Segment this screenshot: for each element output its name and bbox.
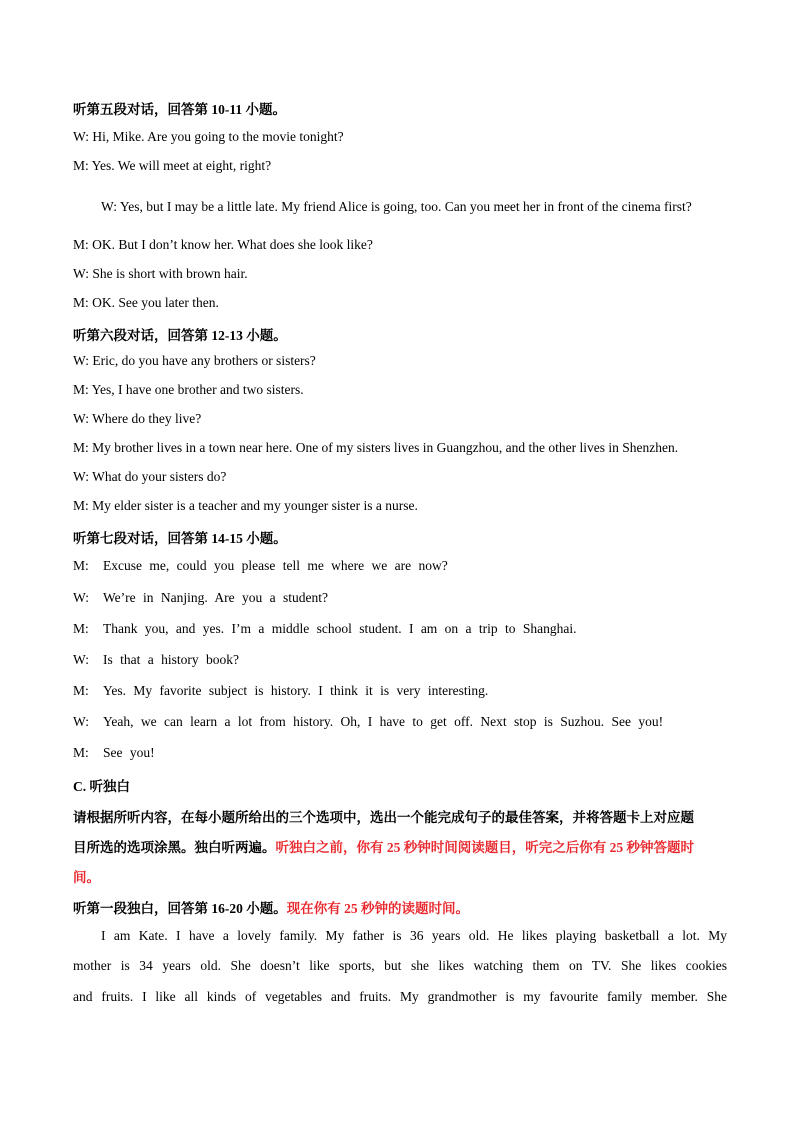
dialogue-line bbox=[73, 683, 488, 699]
dialogue-line bbox=[73, 714, 663, 730]
monologue1-heading bbox=[73, 897, 469, 917]
dialogue-text: Yes. My favorite subject is history. I think it is very interesting. bbox=[103, 683, 489, 698]
part-c-instruction: 请根据所听内容，在每小题所给出的三个选项中，选出一个能完成句子的最佳答案，并将答题卡上对应题 bbox=[73, 810, 694, 825]
heading-highlight: 现在你有 25 秒钟的读题时间。 bbox=[286, 901, 469, 916]
part-c-instruction: 间。 bbox=[73, 870, 100, 885]
paragraph-line: I am Kate. I have a lovely family. My father is 36 years old. He likes playing basketball a lot. My bbox=[101, 928, 727, 943]
speaker-label: M: bbox=[73, 558, 89, 573]
dialogue-line: M: Yes. We will meet at eight, right? bbox=[73, 158, 272, 173]
speaker-label: M: bbox=[73, 683, 89, 698]
dialogue-line bbox=[73, 558, 448, 574]
dialogue-text: Yeah, we can learn a lot from history. Oh, I have to get off. Next stop is Suzhou. See you! bbox=[103, 714, 664, 729]
dialogue-line: W: What do your sisters do? bbox=[73, 469, 227, 484]
speaker-label: M: bbox=[73, 745, 89, 760]
dialogue-line: M: OK. But I don’t know her. What does she look like? bbox=[73, 237, 373, 252]
part-c-title: C. 听独白 bbox=[73, 779, 130, 794]
paragraph-line: mother is 34 years old. She doesn’t like sports, but she likes watching them on TV. She likes cookies bbox=[73, 958, 727, 973]
speaker-label: W: bbox=[73, 652, 89, 667]
heading-text: 听第一段独白，回答第 16-20 小题。 bbox=[73, 901, 287, 916]
section5-heading: 听第五段对话，回答第 10-11 小题。 bbox=[73, 102, 287, 117]
dialogue-text: Is that a history book? bbox=[103, 652, 239, 667]
dialogue-line bbox=[73, 652, 239, 668]
section6-heading: 听第六段对话，回答第 12-13 小题。 bbox=[73, 328, 287, 343]
section7-heading: 听第七段对话，回答第 14-15 小题。 bbox=[73, 531, 287, 546]
speaker-label: M: bbox=[73, 621, 89, 636]
dialogue-line: M: My brother lives in a town near here. One of my sisters lives in Guangzhou, and the other lives in Shenzhen. bbox=[73, 440, 679, 455]
dialogue-line: W: Hi, Mike. Are you going to the movie tonight? bbox=[73, 129, 344, 144]
dialogue-line: W: Where do they live? bbox=[73, 411, 202, 426]
dialogue-line: W: She is short with brown hair. bbox=[73, 266, 248, 281]
paragraph-line: and fruits. I like all kinds of vegetables and fruits. My grandmother is my favourite family member. She bbox=[73, 989, 727, 1004]
instruction-highlight: 听独白之前，你有 25 秒钟时间阅读题目，听完之后你有 25 秒钟答题时 bbox=[275, 840, 694, 855]
dialogue-text: Excuse me, could you please tell me where we are now? bbox=[103, 558, 448, 573]
part-c-instruction bbox=[73, 836, 694, 856]
dialogue-text: Thank you, and yes. I’m a middle school student. I am on a trip to Shanghai. bbox=[103, 621, 577, 636]
dialogue-text: See you! bbox=[103, 745, 155, 760]
speaker-label: W: bbox=[73, 590, 89, 605]
dialogue-line bbox=[73, 590, 328, 606]
dialogue-line bbox=[73, 621, 577, 637]
dialogue-text: We’re in Nanjing. Are you a student? bbox=[103, 590, 328, 605]
dialogue-line: M: My elder sister is a teacher and my younger sister is a nurse. bbox=[73, 498, 418, 513]
dialogue-line: M: OK. See you later then. bbox=[73, 295, 219, 310]
instruction-text: 目所选的选项涂黑。独白听两遍。 bbox=[73, 840, 276, 855]
speaker-label: W: bbox=[73, 714, 89, 729]
dialogue-line: W: Yes, but I may be a little late. My friend Alice is going, too. Can you meet her in front of the cinema first? bbox=[101, 199, 692, 214]
dialogue-line bbox=[73, 745, 155, 761]
dialogue-line: W: Eric, do you have any brothers or sisters? bbox=[73, 353, 316, 368]
dialogue-line: M: Yes, I have one brother and two sisters. bbox=[73, 382, 304, 397]
